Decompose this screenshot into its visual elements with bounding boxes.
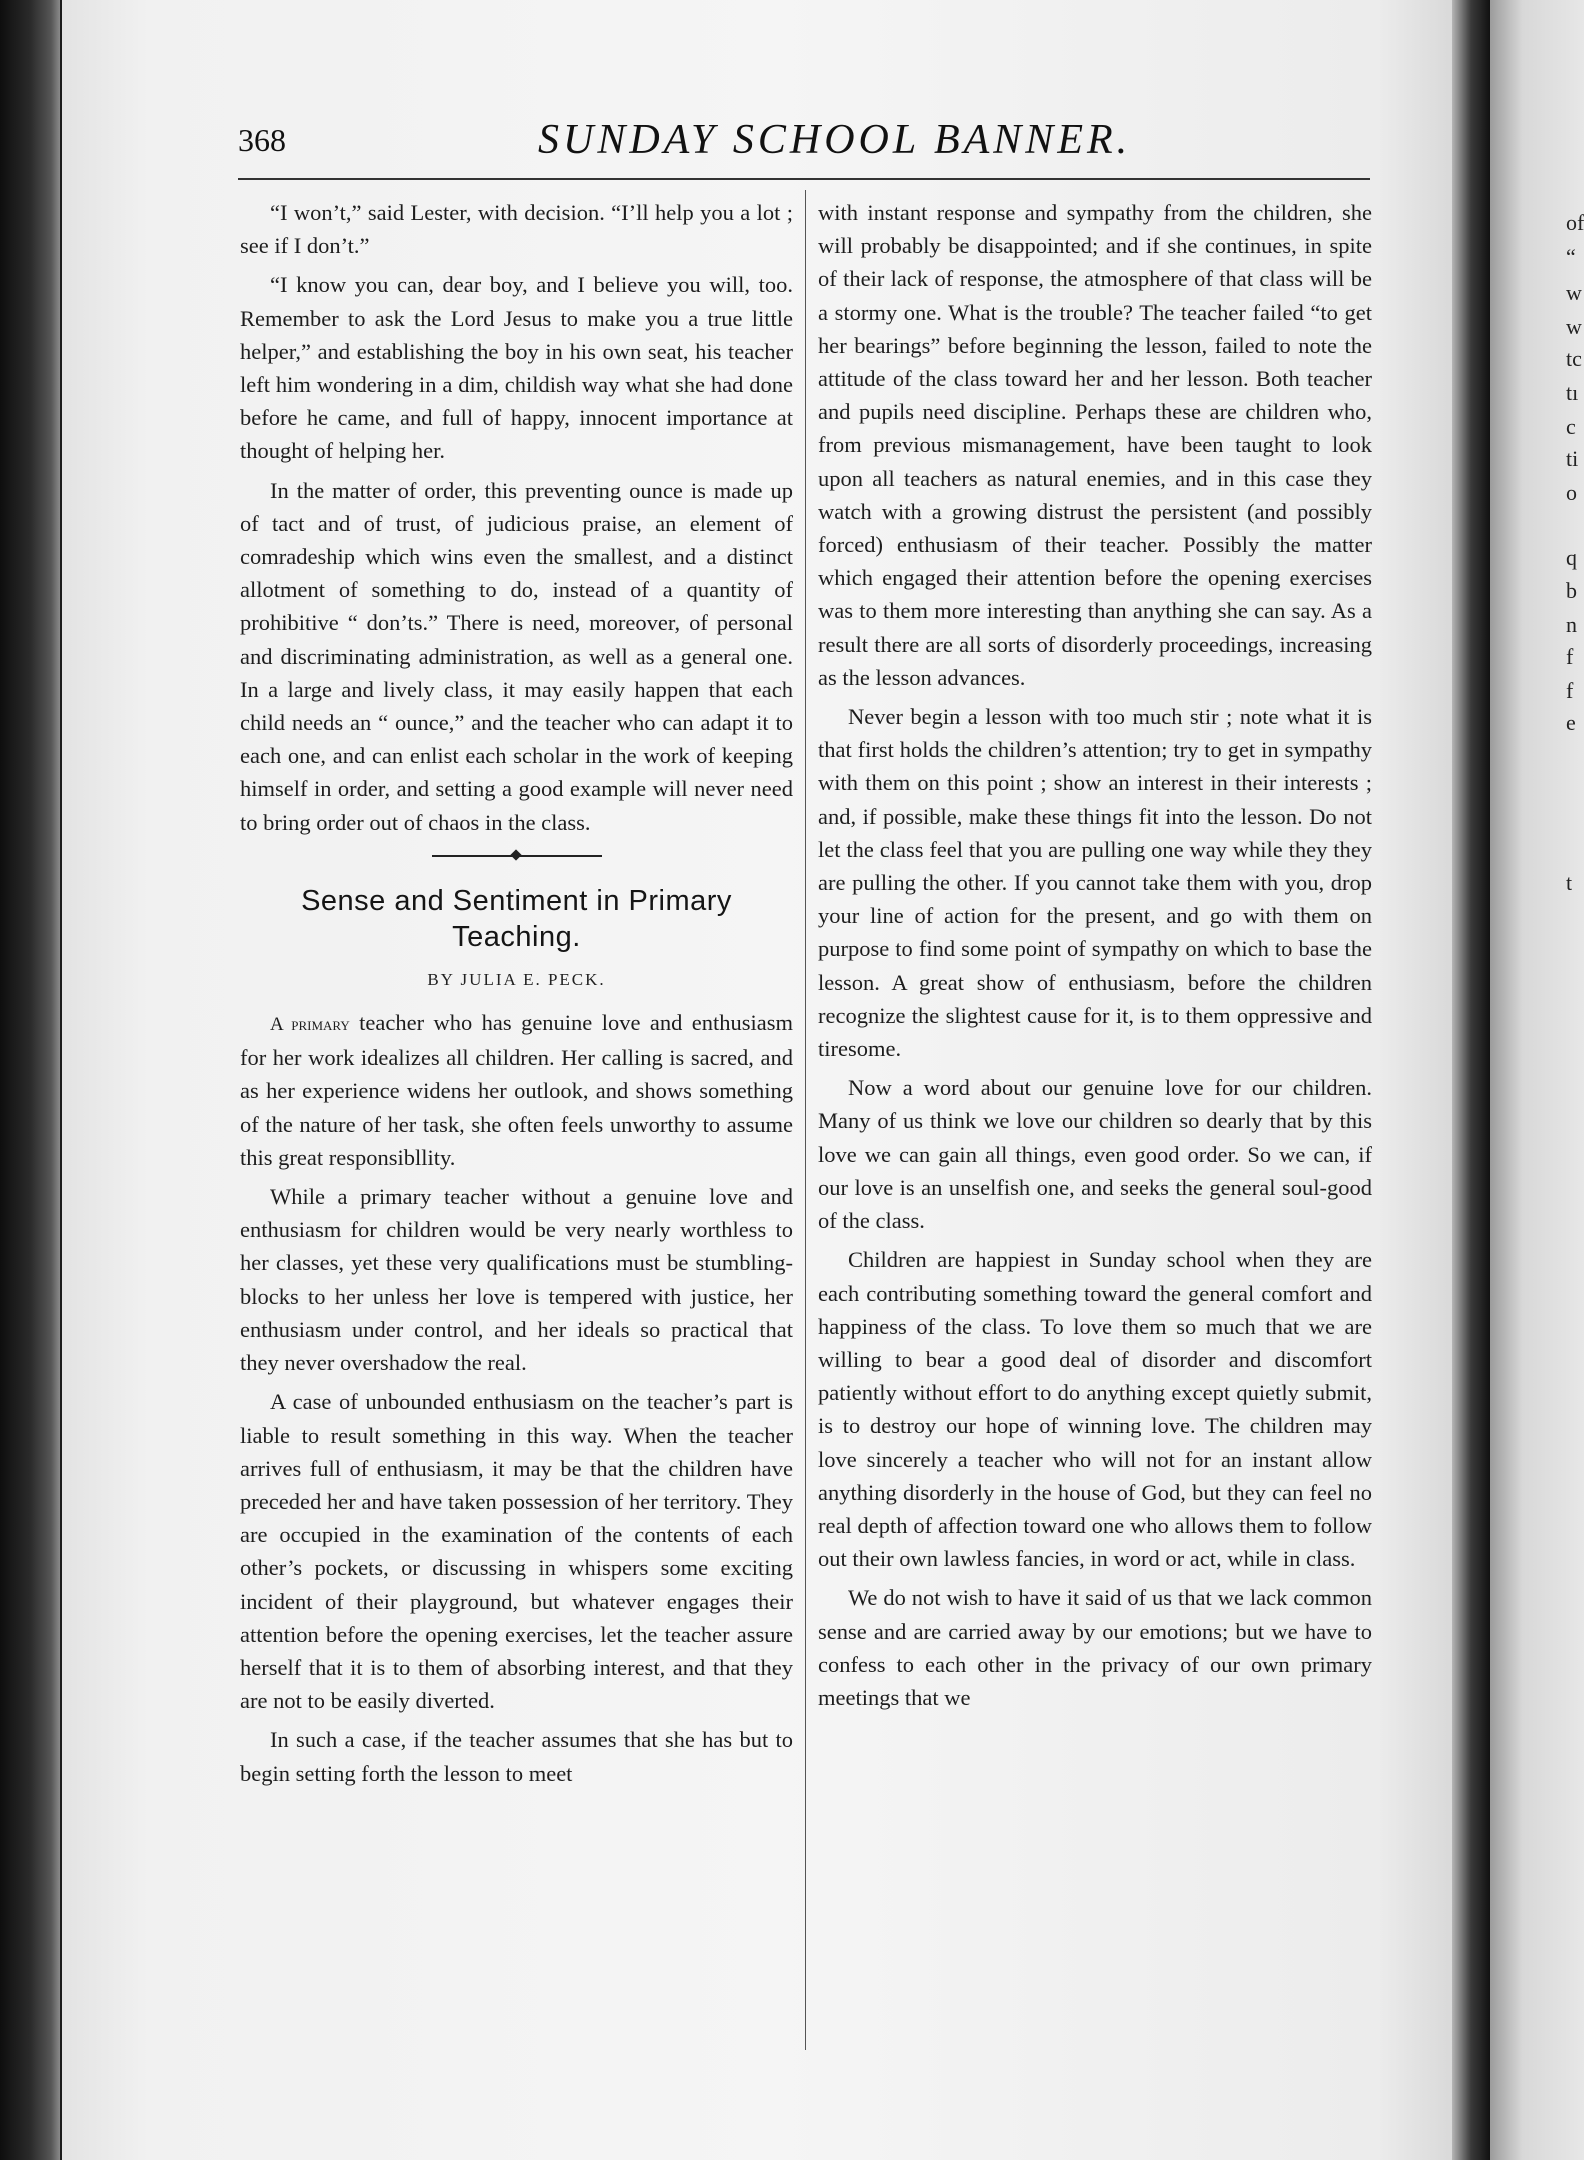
header-rule [238,178,1370,180]
article-byline: BY JULIA E. PECK. [427,969,606,989]
paragraph: In the matter of order, this preventing ounce is made up of tact and of trust, of judicious praise, an element of comradeship which wins even the smallest, and a distinct allotment of something to do, instead of a quantity of prohibitive “ don’ts.” There is need, moreover, of personal and discriminating administration, as well as a general one. In a large and lively class, it may easily happen that each child needs an “ ounce,” and the teacher who can adapt it to each one, and can enlist each scholar in the work of keeping himself in order, and setting a good example will never need to bring order out of chaos in the class. [240,477,793,835]
adjacent-fragment: f [1566,678,1574,703]
adjacent-fragment: b [1566,578,1577,603]
adjacent-fragment: w [1566,314,1582,339]
adjacent-fragment: tc [1566,346,1582,371]
paragraph: with instant response and sympathy from the children, she will probably be disappointed; and if she continues, in spite of their lack of response, the atmosphere of that class will be a stormy one. What is the trouble? The teacher failed “to get her bearings” before beginning the lesson, failed to note the attitude of the class toward her and her lesson. Both teacher and pupils need discipline. Perhaps these are children who, from previous mismanagement, have been taught to look upon all teachers as natural enemies, and in this case they watch with a growing distrust the persistent (and possibly forced) enthusiasm of their teacher. Possibly the matter which engaged their attention before the opening exercises was to them more interesting than anything she can say. As a result there are all sorts of disorderly proceedings, increasing as the lesson advances. [818,200,1372,690]
column-divider [805,190,806,2050]
left-column [240,196,793,1796]
lead-smallcaps: A primary [270,1014,350,1036]
paragraph: A case of unbounded enthusiasm on the teacher’s part is liable to result something in this way. When the teacher arrives full of enthusiasm, it may be that the children have preceded her and have taken possession of her territory. They are occupied in the examination of the contents of each other’s pockets, or discussing in whispers some exciting incident of their playground, but whatever engages their attention before the opening exercises, let the teacher assure herself that it is to them of absorbing interest, and that they are not to be easily diverted. [240,1389,793,1714]
paragraph: While a primary teacher without a genuine love and enthusiasm for children would be very nearly worthless to her classes, yet these very qualifications must be stumbling-blocks to her unless her love is tempered with justice, her enthusiasm under control, and her ideals so practical that they never overshadow the real. [240,1184,793,1376]
lead-paragraph [240,1006,793,1174]
adjacent-fragment: n [1566,612,1577,637]
adjacent-fragment: e [1566,710,1576,735]
adjacent-fragment: t [1566,870,1573,895]
paragraph: “I know you can, dear boy, and I believe you will, too. Remember to ask the Lord Jesus to make you a true little helper,” and establishing the boy in his own seat, his teacher left him wondering in a dim, childish way what she had done before he came, and full of happy, innocent importance at thought of helping her. [240,272,793,464]
paragraph: Children are happiest in Sunday school when they are each contributing something toward the general comfort and happiness of the class. To love them so much that we are willing to bear a good deal of disorder and discomfort patiently without effort to do anything except quietly submit, is to destroy our hope of winning love. The children may love sincerely a teacher who will not for an instant allow anything disorderly in the house of God, but they can feel no real depth of affection toward one who allows them to follow out their own lawless fancies, in word or act, while in class. [818,1247,1372,1572]
adjacent-fragment: “ [1566,244,1576,269]
article-title: Sense and Sentiment in Primary Teaching. [301,884,732,953]
page-number: 368 [238,122,286,158]
adjacent-fragment: c [1566,414,1576,439]
adjacent-fragment: q [1566,545,1577,570]
paragraph: We do not wish to have it said of us that we lack common sense and are carried away by our emotions; but we have to confess to each other in the privacy of our own primary meetings that we [818,1585,1372,1710]
right-column [818,196,1372,1720]
adjacent-fragment: of [1566,210,1584,235]
adjacent-fragment: ti [1566,446,1579,471]
adjacent-fragment: f [1566,644,1574,669]
adjacent-fragment: o [1566,480,1577,505]
paragraph: Now a word about our genuine love for our children. Many of us think we love our children so dearly that by this love we can gain all things, even good order. So we can, if our love is an unselfish one, and seeks the general soul-good of the class. [818,1075,1372,1234]
paragraph: In such a case, if the teacher assumes that she has but to begin setting forth the lesson to meet [240,1727,793,1786]
section-ornament [432,855,602,857]
book-spine-left [0,0,60,2160]
paragraph: Never begin a lesson with too much stir ; note what it is that first holds the children’s attention; try to get in sympathy with them on this point ; show an interest in their interests ; and, if possible, make these things fit into the lesson. Do not let the class feel that you are pulling one way while they they are pulling the other. If you cannot take them with you, drop your line of action for the present, and go with them on purpose to find some point of sympathy on which to base the lesson. A great show of enthusiasm, before the children recognize the slightest cause for it, is to them oppressive and tiresome. [818,704,1372,1062]
book-gutter-right [1452,0,1490,2160]
adjacent-fragment: tı [1566,380,1579,405]
page-header [238,112,1370,172]
lead-text: teacher who has genuine love and enthusiasm for her work idealizes all children. Her calling is sacred, and as her experience widens her outlook, and shows something of the nature of her task, she often feels unworthy to assume this great responsibllity. [240,1010,793,1170]
running-title: SUNDAY SCHOOL BANNER. [538,117,1132,163]
paragraph: “I won’t,” said Lester, with decision. “I’ll help you a lot ; see if I don’t.” [240,200,793,259]
adjacent-page-edge [1490,0,1584,2160]
adjacent-fragment: w [1566,280,1582,305]
